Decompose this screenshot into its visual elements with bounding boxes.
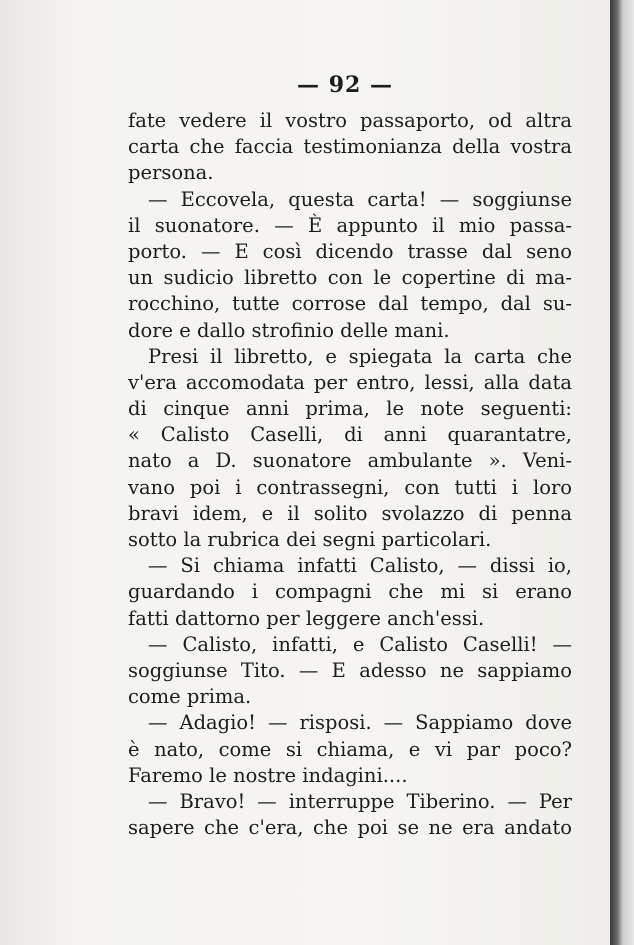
text-line: sapere che c'era, che poi se ne era andato <box>128 816 572 840</box>
page-number: — 92 — <box>297 72 393 98</box>
text-line: il suonatore. — È appunto il mio passa- <box>128 213 572 237</box>
text-line: bravi idem, e il solito svolazzo di penna <box>128 501 572 525</box>
text-line: dore e dallo strofinio delle mani. <box>128 318 450 342</box>
text-line: persona. <box>128 161 214 185</box>
page-text <box>128 108 572 841</box>
text-line: un sudicio libretto con le copertine di ma- <box>128 266 572 290</box>
text-line: — Calisto, infatti, e Calisto Caselli! — <box>148 632 572 656</box>
text-line: nato a D. suonatore ambulante ». Veni- <box>128 449 572 473</box>
text-line: di cinque anni prima, le note seguenti: <box>128 397 572 421</box>
text-line: porto. — E così dicendo trasse dal seno <box>128 239 572 263</box>
text-line: sotto la rubrica dei segni particolari. <box>128 528 492 551</box>
text-line: fate vedere il vostro passaporto, od altra <box>128 109 572 132</box>
text-line: — Si chiama infatti Calisto, — dissi io, <box>148 554 572 578</box>
text-line: vano poi i contrassegni, con tutti i loro <box>128 475 572 499</box>
text-line: rocchino, tutte corrose dal tempo, dal su- <box>128 292 572 316</box>
text-line: Presi il libretto, e spiegata la carta che <box>148 344 572 368</box>
text-line: soggiunse Tito. — E adesso ne sappiamo <box>128 658 572 682</box>
text-line: « Calisto Caselli, di anni quarantatre, <box>128 423 572 447</box>
text-line: — Bravo! — interruppe Tiberino. — Per <box>148 789 572 813</box>
text-line: fatti dattorno per leggere anch'essi. <box>128 606 485 630</box>
text-line: carta che faccia testimonianza della vostra <box>128 135 572 159</box>
text-line: è nato, come si chiama, e vi par poco? <box>128 737 572 761</box>
text-line: Faremo le nostre indagini.... <box>128 763 408 787</box>
text-line: — Eccovela, questa carta! — soggiunse <box>148 187 572 211</box>
text-line: v'era accomodata per entro, lessi, alla data <box>128 370 572 394</box>
text-line: come prima. <box>128 685 252 709</box>
text-line: — Adagio! — risposi. — Sappiamo dove <box>148 711 572 735</box>
text-line: guardando i compagni che mi si erano <box>128 580 572 604</box>
binding-edge <box>610 0 634 945</box>
